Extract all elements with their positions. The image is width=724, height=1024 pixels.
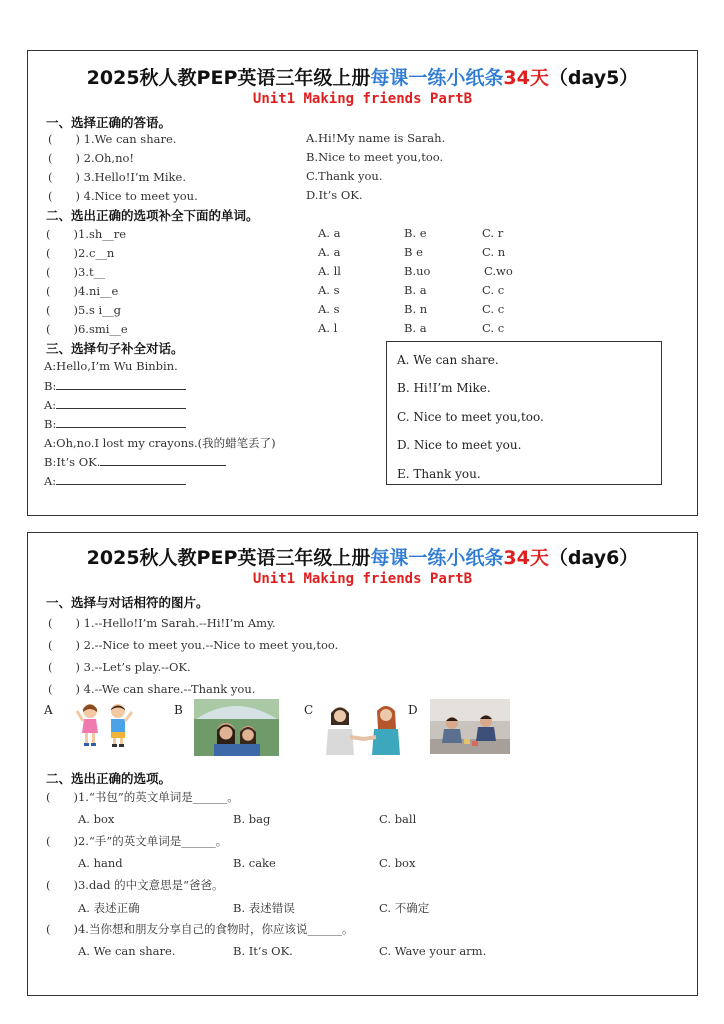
- question: ( )5.s i__g: [46, 303, 122, 317]
- question: ( )1.“书包”的英文单词是______。: [46, 790, 239, 804]
- question: ( ) 3.--Let’s play.--OK.: [48, 660, 191, 674]
- choice-b: B. 表述错误: [233, 901, 295, 915]
- option-item: A. We can share.: [397, 353, 499, 367]
- picture-label: C: [304, 703, 314, 717]
- question: ( ) 3.Hello!I’m Mike.: [48, 170, 186, 184]
- choice-c: C. r: [482, 226, 504, 240]
- option-item: B. Hi!I’m Mike.: [397, 381, 491, 395]
- choice-b: B. cake: [233, 856, 276, 870]
- worksheet-day6: [27, 532, 698, 996]
- choice-c: C. Wave your arm.: [379, 944, 487, 958]
- option-item: D. Nice to meet you.: [397, 438, 522, 452]
- section-heading: 二、选出正确的选项补全下面的单词。: [46, 208, 259, 223]
- question: ( )1.sh__re: [46, 227, 127, 241]
- option-item: E. Thank you.: [397, 467, 481, 481]
- choice-c: C. box: [379, 856, 416, 870]
- section-heading: 三、选择句子补全对话。: [46, 341, 184, 356]
- picture-label: B: [174, 703, 183, 717]
- choice-b: B. a: [404, 283, 427, 297]
- question: ( )4.ni__e: [46, 284, 119, 298]
- section-heading: 二、选出正确的选项。: [46, 771, 172, 786]
- question: ( ) 1.--Hello!I’m Sarah.--Hi!I’m Amy.: [48, 616, 276, 630]
- dialogue-line: [44, 378, 186, 393]
- title-days: 34天: [503, 67, 549, 89]
- choice-c: C. ball: [379, 812, 417, 826]
- section-heading: 一、选择与对话相符的图片。: [46, 595, 209, 610]
- speaker-label: B:: [44, 379, 57, 393]
- choice-a: A. l: [318, 321, 338, 335]
- choice-a: A. box: [78, 812, 115, 826]
- choice-b: B e: [404, 245, 423, 259]
- page-subtitle: Unit1 Making friends PartB: [252, 91, 473, 107]
- choice-a: A. a: [318, 226, 341, 240]
- choice-c: C. c: [482, 302, 505, 316]
- answer-option: B.Nice to meet you,too.: [306, 150, 444, 164]
- question: ( )3.dad 的中文意思是“爸爸。: [46, 878, 224, 892]
- choice-b: B. n: [404, 302, 428, 316]
- choice-a: A. s: [318, 283, 340, 297]
- answer-option: A.Hi!My name is Sarah.: [306, 131, 446, 145]
- girls-under-umbrella-photo: [194, 699, 279, 756]
- question: ( ) 4.--We can share.--Thank you.: [48, 682, 256, 696]
- choice-b: B. e: [404, 226, 427, 240]
- title-highlight: 每课一练小纸条: [370, 547, 504, 569]
- answer-blank[interactable]: [56, 397, 186, 409]
- speaker-label: A:: [44, 474, 57, 488]
- choice-a: A. 表述正确: [78, 901, 140, 915]
- choice-c: C. c: [482, 283, 505, 297]
- women-shaking-hands-photo: [320, 699, 408, 755]
- choice-a: A. a: [318, 245, 341, 259]
- dialogue-line: [44, 416, 186, 431]
- choice-c: C. c: [482, 321, 505, 335]
- title-days: 34天: [503, 547, 549, 569]
- answer-blank[interactable]: [56, 416, 186, 428]
- answer-option: D.It’s OK.: [306, 188, 363, 202]
- question: ( )6.smi__e: [46, 322, 128, 336]
- choice-a: A. ll: [318, 264, 341, 278]
- dialogue-line: [44, 454, 226, 469]
- question: ( ) 4.Nice to meet you.: [48, 189, 198, 203]
- page-title: [28, 63, 697, 90]
- worksheet-day5: [27, 50, 698, 516]
- dialogue-line: [44, 397, 186, 412]
- children-waving-illustration: [74, 699, 136, 749]
- page-subtitle: Unit1 Making friends PartB: [252, 571, 473, 587]
- choice-a: A. hand: [78, 856, 123, 870]
- speaker-label: B:: [44, 417, 57, 431]
- question: ( )4.当你想和朋友分享自己的食物时，你应该说______。: [46, 922, 354, 936]
- answer-blank[interactable]: [100, 454, 226, 466]
- page-title: [28, 543, 697, 570]
- question: ( ) 2.Oh,no!: [48, 151, 135, 165]
- choice-c: C. n: [482, 245, 506, 259]
- choice-b: B. It’s OK.: [233, 944, 293, 958]
- dialogue-line: A:Hello,I’m Wu Binbin.: [44, 359, 178, 373]
- title-main: 2025秋人教PEP英语三年级上册: [86, 67, 371, 89]
- title-highlight: 每课一练小纸条: [370, 67, 504, 89]
- question: ( )2.c__n: [46, 246, 115, 260]
- dialogue-line: A:Oh,no.I lost my crayons.(我的蜡笔丢了): [44, 436, 276, 450]
- kids-playing-photo: [430, 699, 510, 754]
- picture-label: D: [408, 703, 418, 717]
- choice-b: B.uo: [404, 264, 431, 278]
- choice-c: C.wo: [484, 264, 513, 278]
- answer-option: C.Thank you.: [306, 169, 383, 183]
- section-heading: 一、选择正确的答语。: [46, 115, 172, 130]
- answer-blank[interactable]: [56, 473, 186, 485]
- choice-a: A. We can share.: [78, 944, 176, 958]
- speaker-label: B:It’s OK.: [44, 455, 101, 469]
- choice-a: A. s: [318, 302, 340, 316]
- question: ( ) 2.--Nice to meet you.--Nice to meet you,too.: [48, 638, 339, 652]
- options-box: [386, 341, 662, 485]
- dialogue-line: [44, 473, 186, 488]
- picture-label: A: [44, 703, 53, 717]
- question: ( )2.“手”的英文单词是______。: [46, 834, 228, 848]
- option-item: C. Nice to meet you,too.: [397, 410, 544, 424]
- title-main: 2025秋人教PEP英语三年级上册: [86, 547, 371, 569]
- choice-b: B. bag: [233, 812, 271, 826]
- question: ( ) 1.We can share.: [48, 132, 177, 146]
- answer-blank[interactable]: [56, 378, 186, 390]
- speaker-label: A:: [44, 398, 57, 412]
- choice-b: B. a: [404, 321, 427, 335]
- title-day: （day6）: [548, 547, 639, 569]
- choice-c: C. 不确定: [379, 901, 430, 915]
- title-day: （day5）: [548, 67, 639, 89]
- question: ( )3.t__: [46, 265, 106, 279]
